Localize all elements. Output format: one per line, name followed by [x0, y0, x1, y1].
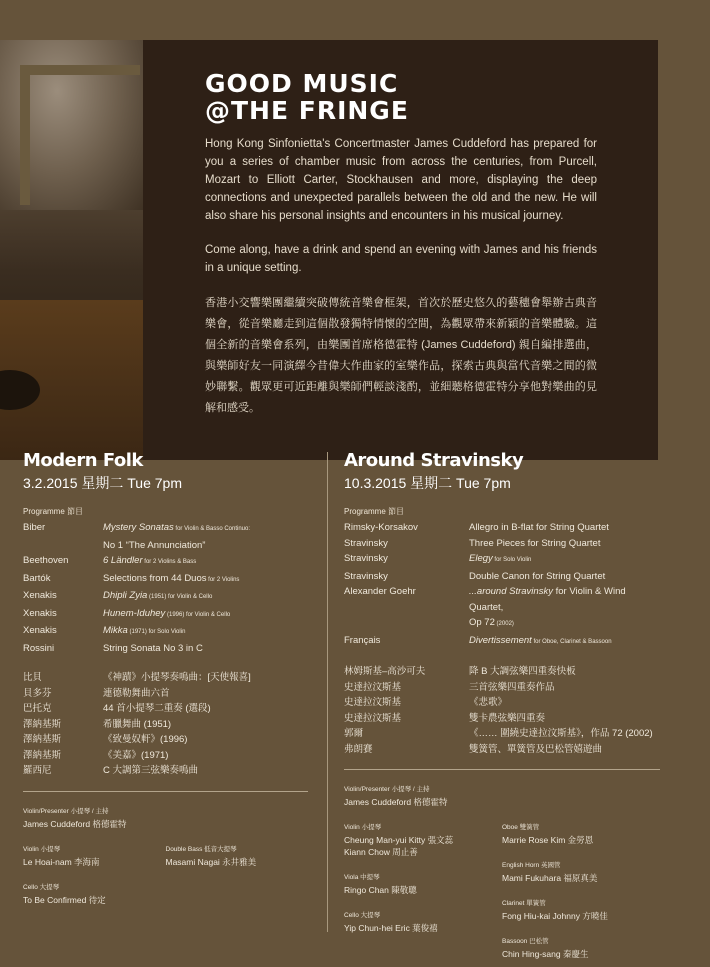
page-title	[205, 70, 409, 124]
programme-row	[23, 717, 308, 733]
instrumentation-note: for 2 Violins & Bass	[142, 559, 197, 565]
programme-row	[344, 633, 660, 651]
composer: Alexander Goehr	[344, 586, 416, 597]
programme-row	[23, 641, 308, 657]
work-title: Op 72 (2002)	[469, 617, 514, 628]
work-title: Elegy for Solo Violin	[469, 553, 532, 564]
programme-row	[23, 686, 308, 702]
composer: Bartók	[23, 572, 51, 584]
presenter-name: James Cuddeford 格德霍特	[344, 797, 448, 807]
composer	[344, 615, 469, 633]
performers	[23, 806, 308, 906]
work-title: 雙卡農弦樂四重奏	[469, 712, 546, 724]
programme-label: Programme 節目	[344, 507, 405, 516]
composer: 弗朗賽	[344, 743, 373, 755]
work-title: Hunem-Iduhey (1996) for Violin & Cello	[103, 607, 231, 619]
work-title: Three Pieces for String Quartet	[469, 537, 601, 549]
programme-row	[344, 569, 660, 585]
bass-role: Double Bass 低音大提琴	[165, 845, 237, 853]
intro-paragraph-zh: 香港小交響樂團繼續突破傳統音樂會框架，首次於歷史悠久的藝穗會舉辦古典音樂會，從音樂廳走到這個散發獨特情懷的空間，為觀眾帶來新穎的音樂體驗。這個全新的音樂會系列，由樂團首席格德霍特 (James Cuddeford) 親自編排選曲，與樂師好友一同演繹今昔偉大作曲家的室樂作品，探索古典與當代音樂之間的微妙聯繫。觀眾更可近距離與樂師們輕談淺酌，並細聽格德霍特分享他對樂曲的見解和感受。	[205, 297, 597, 414]
work-title: 降 B 大調弦樂四重奏快板	[469, 666, 576, 677]
programme-row	[23, 571, 308, 589]
programme-row	[23, 588, 308, 606]
work-title: 連德勒舞曲六首	[103, 687, 170, 699]
concert-title: Around Stravinsky	[344, 450, 524, 471]
cello-name: To Be Confirmed 待定	[23, 894, 106, 905]
composer: 比貝	[23, 672, 43, 683]
presenter-role: Violin/Presenter 小提琴 / 主持	[23, 807, 109, 815]
instrumentation-note: (1996) for Violin & Cello	[165, 611, 231, 618]
violin-name-2: Kiann Chow 周止善	[344, 847, 418, 857]
concert-date: 10.3.2015 星期二 Tue 7pm	[344, 475, 511, 491]
programme-row	[23, 670, 308, 686]
work-title: 《悲歌》	[469, 697, 508, 708]
programme-list	[23, 520, 308, 656]
violin-name-1: Cheung Man-yui Kitty 張文蕊	[344, 835, 454, 845]
composer: 澤納基斯	[23, 749, 62, 761]
violin-role: Violin 小提琴	[23, 845, 61, 853]
composer: 林姆斯基–高沙可夫	[344, 666, 426, 677]
work-title: Dhipli Zyia (1951) for Violin & Cello	[103, 590, 213, 601]
work-title: ...around Stravinsky for Violin & Wind Quartet,	[469, 586, 626, 613]
composer: Stravinsky	[344, 553, 388, 564]
work-title: 三首弦樂四重奏作品	[469, 681, 555, 693]
composer: Rossini	[23, 642, 55, 654]
instrumentation-note: (1971) for Solo Violin	[127, 629, 186, 635]
violin-name: Le Hoai-nam 李海南	[23, 856, 100, 867]
work-title: C 大調第三弦樂奏鳴曲	[103, 765, 199, 776]
instrumentation-note: for Oboe, Clarinet & Bassoon	[531, 638, 612, 645]
english-horn-role: English Horn 英國管	[502, 862, 561, 869]
work-title: String Sonata No 3 in C	[103, 642, 203, 654]
clarinet-role: Clarinet 單簧管	[502, 900, 546, 907]
programme-row	[344, 536, 660, 552]
programme-row	[23, 623, 308, 641]
composer: 澤納基斯	[23, 718, 62, 730]
composer: 史達拉汶斯基	[344, 697, 402, 708]
programme-row	[344, 520, 660, 536]
english-horn-name: Mami Fukuhara 福原真美	[502, 873, 598, 883]
programme-row	[344, 711, 660, 727]
programme-row	[344, 664, 660, 680]
programme-row	[23, 763, 308, 779]
instrumentation-note: (1951) for Violin & Cello	[147, 594, 213, 600]
work-title: Divertissement for Oboe, Clarinet & Bassoon	[469, 634, 612, 646]
composer: 史達拉汶斯基	[344, 712, 402, 724]
work-title: 希臘舞曲 (1951)	[103, 718, 172, 730]
work-title: Mikka (1971) for Solo Violin	[103, 625, 186, 636]
concert-around-stravinsky	[344, 450, 660, 960]
intro-paragraph-en-2: Come along, have a drink and spend an evening with James and his friends in a unique setting.	[205, 244, 597, 274]
work-title: 雙簧管、單簧管及巴松管嬉遊曲	[469, 743, 603, 755]
title-line-1: GOOD MUSIC	[205, 69, 399, 98]
instrumentation-note: for Violin & Basso Continuo:	[173, 526, 251, 532]
concert-modern-folk	[23, 450, 308, 906]
programme-row	[344, 742, 660, 758]
work-title: 44 首小提琴二重奏 (選段)	[103, 703, 211, 714]
composer: Stravinsky	[344, 537, 388, 549]
composer: Xenakis	[23, 590, 57, 601]
composer: Xenakis	[23, 625, 57, 636]
work-title: 6 Ländler for 2 Violins & Bass	[103, 555, 197, 566]
composer: Biber	[23, 522, 46, 533]
programme-label: Programme 節目	[23, 507, 84, 516]
column-divider	[327, 452, 328, 932]
work-title: 《美嘉》(1971)	[103, 749, 169, 761]
concert-title: Modern Folk	[23, 450, 143, 471]
cello-role: Cello 大提琴	[344, 912, 381, 919]
instrumentation-note: for 2 Violins	[206, 576, 240, 583]
composer: Beethoven	[23, 555, 69, 566]
viola-role: Viola 中提琴	[344, 874, 380, 881]
instrumentation-note: (2002)	[494, 621, 514, 627]
bassoon-name: Chin Hing-sang 秦慶生	[502, 949, 589, 959]
cello-role: Cello 大提琴	[23, 883, 60, 891]
programme-row	[23, 606, 308, 624]
composer: 巴托克	[23, 703, 52, 714]
presenter-name: James Cuddeford 格德霍特	[23, 818, 127, 829]
programme-row	[23, 538, 308, 554]
viola-name: Ringo Chan 陳敬聰	[344, 885, 417, 895]
oboe-role: Oboe 雙簧管	[502, 824, 540, 831]
work-title: No 1 “The Annunciation”	[103, 539, 206, 551]
work-title: Double Canon for String Quartet	[469, 570, 606, 582]
programme-row	[23, 520, 308, 538]
bass-name: Masami Nagai 永井雅美	[165, 856, 257, 867]
programme-list-zh	[23, 670, 308, 779]
title-line-2: @THE FRINGE	[205, 96, 409, 125]
concert-date: 3.2.2015 星期二 Tue 7pm	[23, 475, 183, 491]
composer: Xenakis	[23, 607, 57, 619]
programme-list	[344, 520, 660, 650]
work-title: Selections from 44 Duos for 2 Violins	[103, 572, 240, 584]
intro-paragraph-en-1: Hong Kong Sinfonietta's Concertmaster James Cuddeford has prepared for you a series of chamber music from across the centuries, from Purcell, Mozart to Elliott Carter, Stockhausen and more, displaying the deep connections and unexpected parallels between the old and the new. He will also share his personal insights and encounters in his musical journey.	[205, 138, 597, 222]
composer: 貝多芬	[23, 687, 52, 699]
divider	[23, 791, 308, 792]
programme-row	[23, 732, 308, 748]
programme-row	[344, 551, 660, 569]
composer: Français	[344, 634, 381, 646]
composer: 澤納基斯	[23, 734, 62, 745]
bassoon-role: Bassoon 巴松管	[502, 938, 549, 945]
venue-photo	[0, 40, 143, 460]
clarinet-name: Fong Hiu-kai Johnny 方曉佳	[502, 911, 608, 921]
cello-name: Yip Chun-hei Eric 葉俊禧	[344, 923, 438, 933]
presenter-role: Violin/Presenter 小提琴 / 主持	[344, 786, 430, 793]
programme-row	[23, 701, 308, 717]
programme-row	[344, 695, 660, 711]
programme-row	[344, 680, 660, 696]
composer	[23, 538, 103, 554]
programme-row	[344, 726, 660, 742]
composer: Stravinsky	[344, 570, 388, 582]
performers	[344, 784, 660, 960]
composer: 史達拉汶斯基	[344, 681, 402, 693]
work-title: 《…… 圍繞史達拉汶斯基》，作品 72 (2002)	[469, 728, 653, 739]
work-title: 《神蹟》小提琴奏鳴曲：[天使報喜]	[103, 672, 251, 683]
violin-role: Violin 小提琴	[344, 824, 382, 831]
photo-window-frame	[20, 65, 140, 205]
programme-row	[344, 584, 660, 615]
programme-row	[23, 748, 308, 764]
work-title: 《致曼奴軒》(1996)	[103, 734, 188, 745]
instrumentation-note: for Solo Violin	[492, 557, 532, 563]
composer: Rimsky-Korsakov	[344, 522, 418, 533]
divider	[344, 769, 660, 770]
oboe-name: Marrie Rose Kim 金勞恩	[502, 835, 594, 845]
programme-list-zh	[344, 664, 660, 757]
composer: 羅西尼	[23, 765, 52, 776]
intro-text	[205, 135, 597, 435]
programme-row	[344, 615, 660, 633]
programme-row	[23, 553, 308, 571]
work-title: Mystery Sonatas for Violin & Basso Continuo:	[103, 522, 251, 533]
work-title: Allegro in B-flat for String Quartet	[469, 522, 609, 533]
composer: 郭爾	[344, 728, 364, 739]
